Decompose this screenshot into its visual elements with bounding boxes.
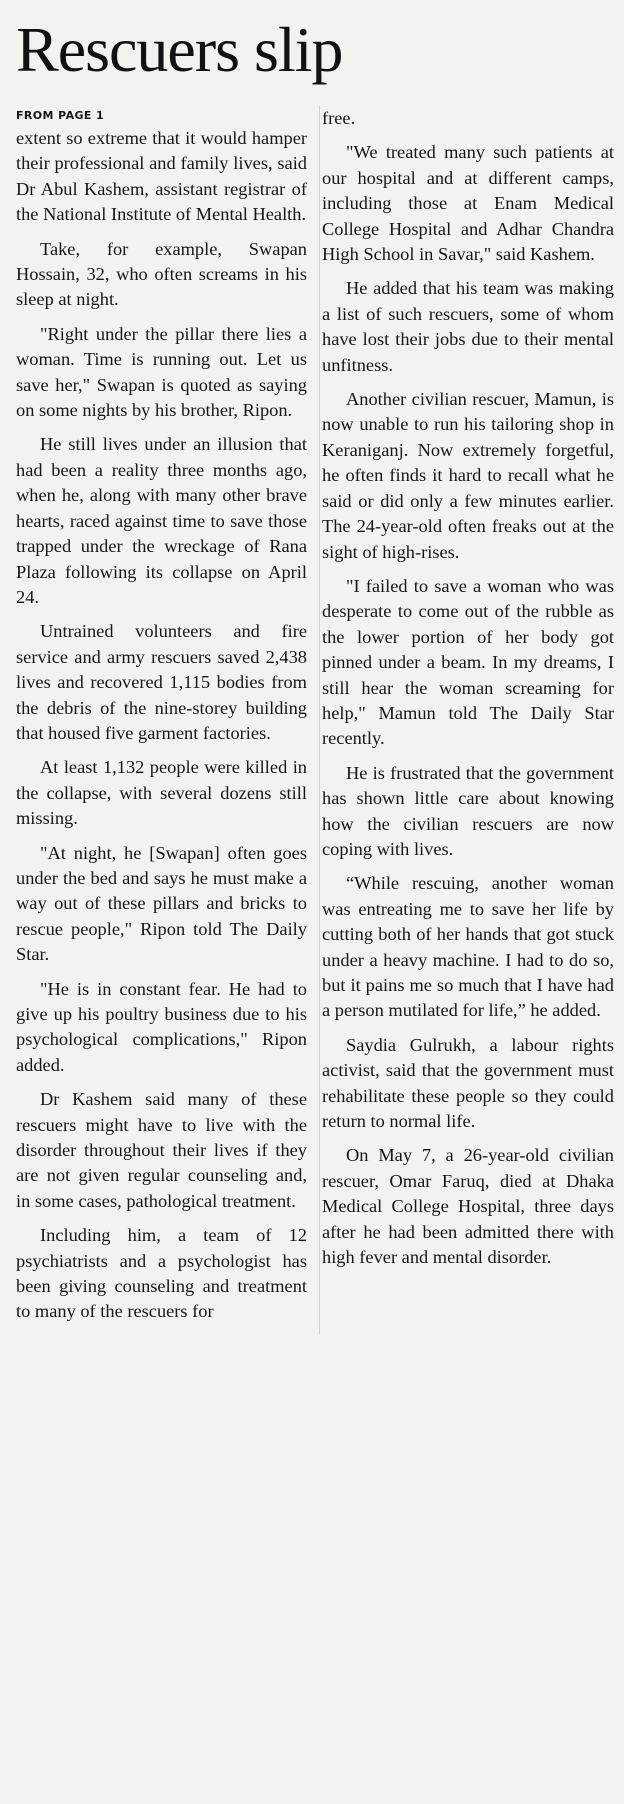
paragraph: free.: [322, 108, 356, 128]
column-right: [322, 106, 614, 1334]
paragraph: "He is in constant fear. He had to give up his poultry business due to his psychological complications," Ripon added.: [16, 978, 307, 1075]
paragraph: At least 1,132 people were killed in the collapse, with several dozens still missing.: [16, 757, 307, 829]
paragraph: "I failed to save a woman who was desperate to come out of the rubble as the lower portion of her body got pinned under a beam. In my dreams, I still hear the woman screaming for help," Mamun told The Daily Star recently.: [322, 575, 614, 749]
paragraph: Including him, a team of 12 psychiatrists and a psychologist has been giving counseling and treatment to many of the rescuers for: [16, 1225, 307, 1322]
headline: Rescuers slip: [16, 14, 343, 85]
paragraph: He still lives under an illusion that had been a reality three months ago, when he, along with many other brave hearts, raced against time to save those trapped under the wreckage of Rana Plaza following its collapse on April 24.: [16, 434, 307, 607]
paragraph: "At night, he [Swapan] often goes under the bed and says he must make a way out of these pillars and bricks to rescue people," Ripon told The Daily Star.: [16, 842, 307, 965]
paragraph: Untrained volunteers and fire service and army rescuers saved 2,438 lives and recovered 1,115 bodies from the debris of the nine-storey building that housed five garment factories.: [16, 621, 307, 743]
paragraph: Dr Kashem said many of these rescuers might have to live with the disorder throughout their lives if they are not given regular counseling and, in some cases, pathological treatment.: [16, 1089, 307, 1211]
paragraph: He is frustrated that the government has shown little care about knowing how the civilian rescuers are now coping with lives.: [322, 762, 614, 859]
paragraph: "We treated many such patients at our hospital and at different camps, including those at Enam Medical College Hospital and Adhar Chandra High School in Savar," said Kashem.: [322, 142, 614, 265]
paragraph: "Right under the pillar there lies a woman. Time is running out. Let us save her," Swapan is quoted as saying on some nights by his brother, Ripon.: [16, 323, 307, 421]
paragraph: Saydia Gulrukh, a labour rights activist, said that the government must rehabilitate these people so they could return to normal life.: [322, 1034, 614, 1132]
paragraph: Take, for example, Swapan Hossain, 32, who often screams in his sleep at night.: [16, 238, 307, 310]
paragraph: He added that his team was making a list of such rescuers, some of whom have lost their jobs due to their mental unfitness.: [322, 278, 614, 375]
paragraph: extent so extreme that it would hamper their professional and family lives, said Dr Abul Kashem, assistant registrar of the National Institute of Mental Health.: [16, 128, 307, 225]
article-body: [16, 106, 614, 1334]
jump-line: FROM PAGE 1: [16, 109, 105, 122]
paragraph: “While rescuing, another woman was entreating me to save her life by cutting both of her hands that got stuck under a heavy machine. I had to do so, but it pains me so much that I have had a person mutilated for life,” he added.: [322, 873, 614, 1021]
paragraph: Another civilian rescuer, Mamun, is now unable to run his tailoring shop in Keraniganj. Now extremely forgetful, he often finds it hard to recall what he said or did only a few minutes earlier. The 24-year-old often freaks out at the sight of high-rises.: [322, 389, 614, 562]
column-left: [16, 106, 320, 1334]
paragraph: On May 7, a 26-year-old civilian rescuer, Omar Faruq, died at Dhaka Medical College Hospital, three days after he had been admitted there with high fever and mental disorder.: [322, 1145, 614, 1268]
